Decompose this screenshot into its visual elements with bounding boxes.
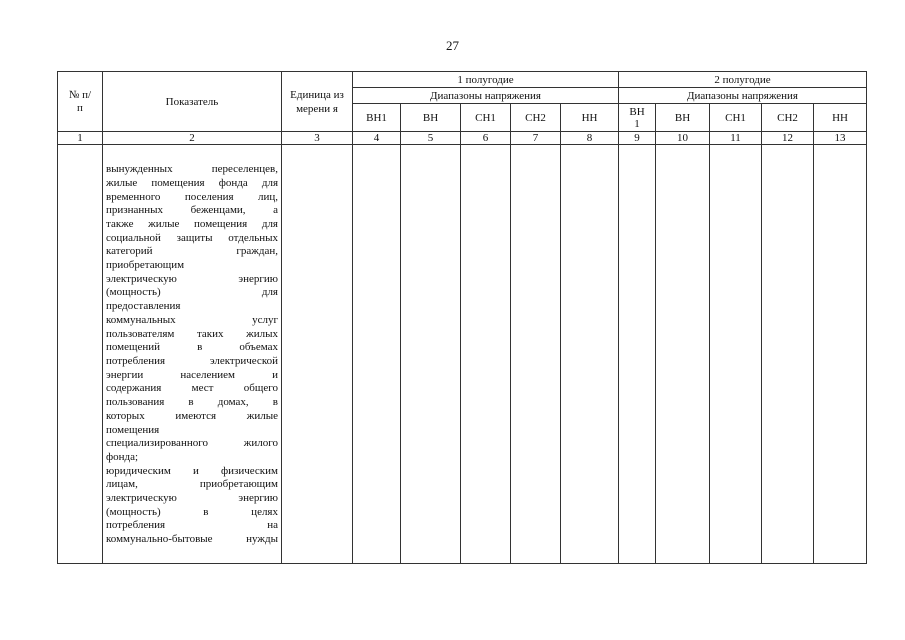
column-number: 8	[561, 132, 619, 145]
header-h1-col: СН2	[511, 104, 561, 132]
row-number-cell	[58, 145, 103, 564]
tariff-table	[57, 71, 867, 564]
header-half1: 1 полугодие	[353, 72, 619, 88]
indicator-line: жилые помещения фонда для	[106, 176, 278, 189]
header-h1-col: СН1	[461, 104, 511, 132]
header-h2-col	[619, 104, 656, 132]
value-cell	[656, 145, 710, 564]
indicator-line: коммунально-бытовые нужды	[106, 533, 278, 546]
indicator-cell	[103, 145, 282, 564]
value-cell	[461, 145, 511, 564]
indicator-line: энергии населением и	[106, 368, 278, 381]
table-row	[58, 145, 867, 564]
column-number: 7	[511, 132, 561, 145]
indicator-line: которых имеются жилые	[106, 409, 278, 422]
indicator-line: лицам, приобретающим	[106, 478, 278, 491]
indicator-line: юридическим и физическим	[106, 464, 278, 477]
value-cell	[710, 145, 762, 564]
header-unit: Единица измерени я	[290, 88, 344, 115]
column-number: 2	[103, 132, 282, 145]
indicator-line: помещений в объемах	[106, 341, 278, 354]
indicator-line: содержания мест общего	[106, 382, 278, 395]
unit-cell	[282, 145, 353, 564]
header-h2-col: ВН	[656, 104, 710, 132]
header-h1-col: ВН	[401, 104, 461, 132]
indicator-line: социальной защиты отдельных	[106, 231, 278, 244]
header-h1-col: ВН1	[353, 104, 401, 132]
header-h2-col: НН	[814, 104, 867, 132]
column-number-row	[58, 132, 867, 145]
header-ranges1: Диапазоны напряжения	[353, 88, 619, 104]
header-row-1	[58, 72, 867, 88]
header-number-cell	[58, 72, 103, 132]
indicator-line: (мощность) для	[106, 286, 278, 299]
indicator-line: приобретающим	[106, 259, 185, 272]
indicator-text	[103, 161, 281, 547]
header-number: № п/п	[68, 88, 92, 114]
value-cell	[511, 145, 561, 564]
indicator-line: предоставления	[106, 300, 181, 313]
indicator-line: пользователям таких жилых	[106, 327, 278, 340]
header-unit-cell	[282, 72, 353, 132]
indicator-line: электрическую энергию	[106, 272, 278, 285]
header-ranges2: Диапазоны напряжения	[619, 88, 867, 104]
column-number: 4	[353, 132, 401, 145]
header-h2-col-label: ВН 1	[629, 105, 645, 130]
header-indicator: Показатель	[165, 95, 219, 108]
value-cell	[814, 145, 867, 564]
indicator-line: категорий граждан,	[106, 245, 278, 258]
column-number: 9	[619, 132, 656, 145]
indicator-line: (мощность) в целях	[106, 505, 278, 518]
indicator-line: помещения	[106, 423, 160, 436]
indicator-line: электрическую энергию	[106, 492, 278, 505]
indicator-line: признанных беженцами, а	[106, 204, 278, 217]
indicator-line: коммунальных услуг	[106, 313, 278, 326]
indicator-line: специализированного жилого	[106, 437, 278, 450]
header-half2: 2 полугодие	[619, 72, 867, 88]
column-number: 11	[710, 132, 762, 145]
value-cell	[401, 145, 461, 564]
indicator-line: потребления на	[106, 519, 278, 532]
column-number: 5	[401, 132, 461, 145]
column-number: 3	[282, 132, 353, 145]
value-cell	[561, 145, 619, 564]
column-number: 13	[814, 132, 867, 145]
indicator-line: также жилые помещения для	[106, 217, 278, 230]
header-indicator-cell	[103, 72, 282, 132]
indicator-line: потребления электрической	[106, 355, 278, 367]
column-number: 12	[762, 132, 814, 145]
indicator-line: временного поселения лиц,	[106, 190, 278, 203]
column-number: 10	[656, 132, 710, 145]
indicator-line: пользования в домах, в	[106, 396, 278, 409]
header-h2-col: СН1	[710, 104, 762, 132]
column-number: 6	[461, 132, 511, 145]
value-cell	[619, 145, 656, 564]
indicator-line: вынужденных переселенцев,	[106, 163, 278, 176]
value-cell	[353, 145, 401, 564]
indicator-line: фонда;	[106, 450, 139, 463]
value-cell	[762, 145, 814, 564]
column-number: 1	[58, 132, 103, 145]
header-h2-col: СН2	[762, 104, 814, 132]
header-h1-col: НН	[561, 104, 619, 132]
page-number: 27	[446, 38, 459, 53]
